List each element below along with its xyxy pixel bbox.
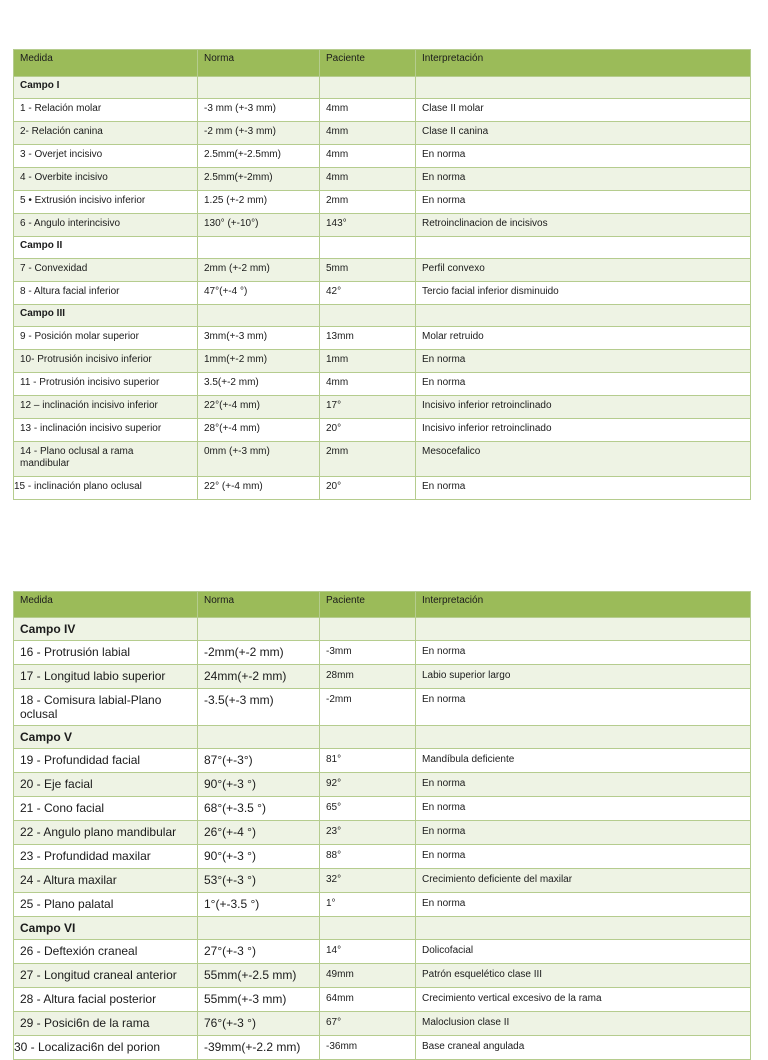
- medida-cell: 16 - Protrusión labial: [14, 641, 198, 665]
- paciente-cell: 1°: [320, 893, 416, 917]
- paciente-cell: 14°: [320, 940, 416, 964]
- empty-cell: [198, 77, 320, 99]
- section-row: [14, 917, 751, 940]
- empty-cell: [416, 237, 751, 259]
- table-row: [14, 327, 751, 350]
- interpretacion-cell: Maloclusion clase II: [416, 1012, 751, 1036]
- medida-cell: 21 - Cono facial: [14, 797, 198, 821]
- norma-cell: 3mm(+-3 mm): [198, 327, 320, 350]
- paciente-cell: 32°: [320, 869, 416, 893]
- section-label: Campo IV: [14, 618, 198, 641]
- interpretacion-cell: En norma: [416, 373, 751, 396]
- paciente-cell: 5mm: [320, 259, 416, 282]
- medida-cell: 29 - Posici6n de la rama: [14, 1012, 198, 1036]
- norma-cell: 3.5(+-2 mm): [198, 373, 320, 396]
- norma-cell: 2.5mm(+-2.5mm): [198, 145, 320, 168]
- header-interpretacion: Interpretación: [416, 50, 751, 77]
- empty-cell: [416, 305, 751, 327]
- table-row: [14, 168, 751, 191]
- section-row: [14, 237, 751, 259]
- table-row: [14, 749, 751, 773]
- paciente-cell: 23°: [320, 821, 416, 845]
- table-row: [14, 773, 751, 797]
- table-row: [14, 988, 751, 1012]
- interpretacion-cell: Incisivo inferior retroinclinado: [416, 419, 751, 442]
- table-header: [14, 592, 751, 618]
- medida-cell: 6 - Angulo interincisivo: [14, 214, 198, 237]
- medida-cell: 5 • Extrusión incisivo inferior: [14, 191, 198, 214]
- medida-cell: 18 - Comisura labial-Plano oclusal: [14, 689, 198, 726]
- norma-cell: 55mm(+-2.5 mm): [198, 964, 320, 988]
- paciente-cell: 20°: [320, 477, 416, 500]
- norma-cell: -2 mm (+-3 mm): [198, 122, 320, 145]
- interpretacion-cell: En norma: [416, 845, 751, 869]
- section-row: [14, 305, 751, 327]
- interpretacion-cell: Crecimiento deficiente del maxilar: [416, 869, 751, 893]
- norma-cell: -2mm(+-2 mm): [198, 641, 320, 665]
- interpretacion-cell: En norma: [416, 689, 751, 726]
- table-row: [14, 442, 751, 477]
- medida-cell: 4 - Overbite incisivo: [14, 168, 198, 191]
- medida-cell: 23 - Profundidad maxilar: [14, 845, 198, 869]
- table-row: [14, 99, 751, 122]
- table-row: [14, 122, 751, 145]
- section-row: [14, 618, 751, 641]
- medida-cell: 28 - Altura facial posterior: [14, 988, 198, 1012]
- header-paciente: Paciente: [320, 50, 416, 77]
- medida-cell: 8 - Altura facial inferior: [14, 282, 198, 305]
- table-body: [14, 618, 751, 1060]
- norma-cell: 68°(+-3.5 °): [198, 797, 320, 821]
- section-label: Campo II: [14, 237, 198, 259]
- header-medida: Medida: [14, 50, 198, 77]
- medida-cell: 26 - Deftexión craneal: [14, 940, 198, 964]
- norma-cell: -3.5(+-3 mm): [198, 689, 320, 726]
- norma-cell: 1°(+-3.5 °): [198, 893, 320, 917]
- medida-cell: 27 - Longitud craneal anterior: [14, 964, 198, 988]
- paciente-cell: 4mm: [320, 145, 416, 168]
- table-row: [14, 964, 751, 988]
- norma-cell: 55mm(+-3 mm): [198, 988, 320, 1012]
- empty-cell: [416, 726, 751, 749]
- empty-cell: [320, 77, 416, 99]
- medida-cell: 17 - Longitud labio superior: [14, 665, 198, 689]
- norma-cell: -3 mm (+-3 mm): [198, 99, 320, 122]
- interpretacion-cell: En norma: [416, 821, 751, 845]
- medida-cell: 7 - Convexidad: [14, 259, 198, 282]
- section-label: Campo I: [14, 77, 198, 99]
- paciente-cell: 4mm: [320, 122, 416, 145]
- interpretacion-cell: Crecimiento vertical excesivo de la rama: [416, 988, 751, 1012]
- table-row: [14, 1036, 751, 1060]
- table-row: [14, 641, 751, 665]
- table-header: [14, 50, 751, 77]
- interpretacion-cell: En norma: [416, 145, 751, 168]
- table-row: [14, 191, 751, 214]
- interpretacion-cell: Perfil convexo: [416, 259, 751, 282]
- table-row: [14, 797, 751, 821]
- paciente-cell: 4mm: [320, 373, 416, 396]
- table-row: [14, 419, 751, 442]
- header-norma: Norma: [198, 592, 320, 618]
- norma-cell: 90°(+-3 °): [198, 845, 320, 869]
- medida-cell: 10- Protrusión incisivo inferior: [14, 350, 198, 373]
- norma-cell: 90°(+-3 °): [198, 773, 320, 797]
- empty-cell: [416, 618, 751, 641]
- norma-cell: 130° (+-10°): [198, 214, 320, 237]
- medida-cell: 9 - Posición molar superior: [14, 327, 198, 350]
- interpretacion-cell: Labio superior largo: [416, 665, 751, 689]
- table-row: [14, 396, 751, 419]
- norma-cell: 2mm (+-2 mm): [198, 259, 320, 282]
- norma-cell: 27°(+-3 °): [198, 940, 320, 964]
- paciente-cell: 4mm: [320, 99, 416, 122]
- paciente-cell: 2mm: [320, 191, 416, 214]
- table-body: [14, 77, 751, 500]
- interpretacion-cell: Mesocefalico: [416, 442, 751, 477]
- medida-cell: 20 - Eje facial: [14, 773, 198, 797]
- paciente-cell: 67°: [320, 1012, 416, 1036]
- medida-cell: 12 – inclinación incisivo inferior: [14, 396, 198, 419]
- empty-cell: [198, 237, 320, 259]
- table-row: [14, 821, 751, 845]
- medida-cell: 30 - Localizaci6n del porion: [14, 1036, 198, 1060]
- table-row: [14, 214, 751, 237]
- measurement-table-1: [13, 49, 751, 500]
- medida-cell: 2- Relación canina: [14, 122, 198, 145]
- header-medida: Medida: [14, 592, 198, 618]
- table-row: [14, 282, 751, 305]
- paciente-cell: 28mm: [320, 665, 416, 689]
- empty-cell: [416, 77, 751, 99]
- paciente-cell: -2mm: [320, 689, 416, 726]
- interpretacion-cell: En norma: [416, 773, 751, 797]
- section-row: [14, 726, 751, 749]
- paciente-cell: 49mm: [320, 964, 416, 988]
- empty-cell: [320, 305, 416, 327]
- table-row: [14, 940, 751, 964]
- header-interpretacion: Interpretación: [416, 592, 751, 618]
- paciente-cell: 64mm: [320, 988, 416, 1012]
- header-paciente: Paciente: [320, 592, 416, 618]
- norma-cell: 26°(+-4 °): [198, 821, 320, 845]
- interpretacion-cell: Mandíbula deficiente: [416, 749, 751, 773]
- table-row: [14, 869, 751, 893]
- norma-cell: 22° (+-4 mm): [198, 477, 320, 500]
- norma-cell: 2.5mm(+-2mm): [198, 168, 320, 191]
- interpretacion-cell: Dolicofacial: [416, 940, 751, 964]
- paciente-cell: 4mm: [320, 168, 416, 191]
- paciente-cell: 88°: [320, 845, 416, 869]
- norma-cell: 0mm (+-3 mm): [198, 442, 320, 477]
- paciente-cell: 92°: [320, 773, 416, 797]
- paciente-cell: 1mm: [320, 350, 416, 373]
- interpretacion-cell: En norma: [416, 797, 751, 821]
- table-row: [14, 845, 751, 869]
- norma-cell: 47°(+-4 °): [198, 282, 320, 305]
- norma-cell: 24mm(+-2 mm): [198, 665, 320, 689]
- paciente-cell: -3mm: [320, 641, 416, 665]
- medida-cell: 1 - Relación molar: [14, 99, 198, 122]
- table-row: [14, 373, 751, 396]
- medida-cell: 19 - Profundidad facial: [14, 749, 198, 773]
- table-row: [14, 477, 751, 500]
- paciente-cell: 17°: [320, 396, 416, 419]
- empty-cell: [198, 726, 320, 749]
- section-label: Campo V: [14, 726, 198, 749]
- header-norma: Norma: [198, 50, 320, 77]
- interpretacion-cell: Retroinclinacion de incisivos: [416, 214, 751, 237]
- empty-cell: [198, 305, 320, 327]
- medida-cell: 3 - Overjet incisivo: [14, 145, 198, 168]
- table-row: [14, 689, 751, 726]
- interpretacion-cell: Clase II canina: [416, 122, 751, 145]
- medida-cell: 14 - Plano oclusal a rama mandibular: [14, 442, 198, 477]
- empty-cell: [320, 917, 416, 940]
- empty-cell: [198, 618, 320, 641]
- section-row: [14, 77, 751, 99]
- norma-cell: -39mm(+-2.2 mm): [198, 1036, 320, 1060]
- paciente-cell: -36mm: [320, 1036, 416, 1060]
- medida-cell: 24 - Altura maxilar: [14, 869, 198, 893]
- medida-cell: 22 - Angulo plano mandibular: [14, 821, 198, 845]
- table-row: [14, 145, 751, 168]
- interpretacion-cell: En norma: [416, 893, 751, 917]
- norma-cell: 1.25 (+-2 mm): [198, 191, 320, 214]
- interpretacion-cell: Molar retruido: [416, 327, 751, 350]
- medida-cell: 25 - Plano palatal: [14, 893, 198, 917]
- interpretacion-cell: En norma: [416, 350, 751, 373]
- empty-cell: [320, 618, 416, 641]
- interpretacion-cell: En norma: [416, 191, 751, 214]
- norma-cell: 1mm(+-2 mm): [198, 350, 320, 373]
- paciente-cell: 65°: [320, 797, 416, 821]
- norma-cell: 53°(+-3 °): [198, 869, 320, 893]
- empty-cell: [416, 917, 751, 940]
- header-row: [14, 50, 751, 77]
- interpretacion-cell: En norma: [416, 477, 751, 500]
- paciente-cell: 20°: [320, 419, 416, 442]
- norma-cell: 28°(+-4 mm): [198, 419, 320, 442]
- medida-cell: 15 - inclinación plano oclusal: [14, 477, 198, 500]
- paciente-cell: 42°: [320, 282, 416, 305]
- table-row: [14, 893, 751, 917]
- paciente-cell: 81°: [320, 749, 416, 773]
- norma-cell: 22°(+-4 mm): [198, 396, 320, 419]
- empty-cell: [320, 237, 416, 259]
- interpretacion-cell: En norma: [416, 641, 751, 665]
- interpretacion-cell: Incisivo inferior retroinclinado: [416, 396, 751, 419]
- medida-cell: 11 - Protrusión incisivo superior: [14, 373, 198, 396]
- section-label: Campo III: [14, 305, 198, 327]
- measurement-table-2: [13, 591, 751, 1060]
- norma-cell: 87°(+-3°): [198, 749, 320, 773]
- medida-cell: 13 - inclinación incisivo superior: [14, 419, 198, 442]
- paciente-cell: 143°: [320, 214, 416, 237]
- paciente-cell: 13mm: [320, 327, 416, 350]
- table-row: [14, 259, 751, 282]
- section-label: Campo VI: [14, 917, 198, 940]
- empty-cell: [198, 917, 320, 940]
- interpretacion-cell: Tercio facial inferior disminuido: [416, 282, 751, 305]
- interpretacion-cell: Base craneal angulada: [416, 1036, 751, 1060]
- interpretacion-cell: En norma: [416, 168, 751, 191]
- norma-cell: 76°(+-3 °): [198, 1012, 320, 1036]
- table-row: [14, 665, 751, 689]
- paciente-cell: 2mm: [320, 442, 416, 477]
- interpretacion-cell: Clase II molar: [416, 99, 751, 122]
- empty-cell: [320, 726, 416, 749]
- interpretacion-cell: Patrón esquelético clase III: [416, 964, 751, 988]
- header-row: [14, 592, 751, 618]
- table-row: [14, 350, 751, 373]
- table-row: [14, 1012, 751, 1036]
